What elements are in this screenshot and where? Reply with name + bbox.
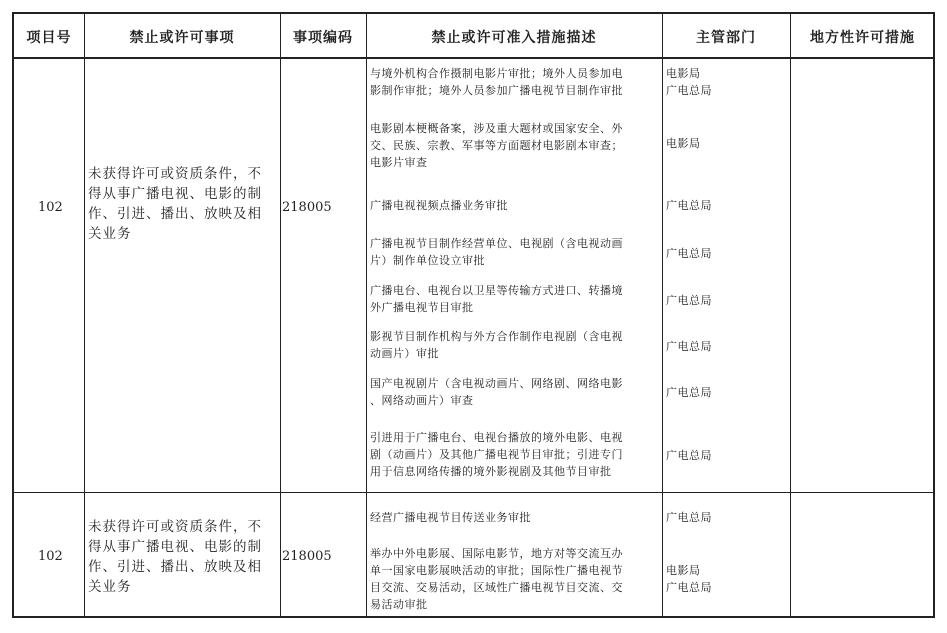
measure-department: 广电总局 [666, 449, 712, 462]
column-divider [790, 14, 791, 616]
measure-department: 电影局 [666, 137, 701, 150]
measure-department: 广电总局 [666, 294, 712, 307]
header-id: 项目号 [26, 30, 72, 46]
measure-description: 与境外机构合作摄制电影片审批；境外人员参加电 影制作审批；境外人员参加广播电视节目制作审批 [370, 67, 623, 97]
measure-department: 广电总局 [666, 511, 712, 524]
measure-department: 广电总局 [666, 340, 712, 353]
measure-description: 电影剧本梗概备案，涉及重大题材或国家安全、外 交、民族、宗教、军事等方面题材电影剧本审查； 电影片审查 [370, 122, 623, 169]
header-description: 禁止或许可准入措施描述 [431, 30, 597, 46]
measure-description: 经营广播电视节目传送业务审批 [370, 511, 531, 524]
header-department: 主管部门 [696, 30, 756, 46]
row-code: 218005 [282, 200, 332, 215]
measure-description: 引进用于广播电台、电视台播放的境外电影、电视 剧（动画片）及其他广播电视节目审批；引进专门 用于信息网络传播的境外影视剧及其他节目审批 [370, 431, 623, 478]
row-item: 未获得许可或资质条件，不 得从事广播电视、电影的制 作、引进、播出、放映及相 关业务 [88, 166, 262, 242]
column-divider [84, 14, 85, 616]
row-id: 102 [38, 549, 63, 564]
header-local-measures: 地方性许可措施 [810, 30, 915, 46]
measure-department: 电影局 广电总局 [666, 67, 712, 97]
regulation-table [12, 12, 935, 618]
measure-department: 广电总局 [666, 199, 712, 212]
header-code: 事项编码 [293, 30, 353, 46]
column-divider [366, 14, 367, 616]
measure-description: 国产电视剧片（含电视动画片、网络剧、网络电影 、网络动画片）审查 [370, 377, 623, 407]
header-bottom-rule [14, 57, 933, 59]
column-divider [662, 14, 663, 616]
measure-description: 影视节目制作机构与外方合作制作电视剧（含电视 动画片）审批 [370, 330, 623, 360]
measure-description: 广播电台、电视台以卫星等传输方式进口、转播境 外广播电视节目审批 [370, 284, 623, 314]
measure-description: 举办中外电影展、国际电影节，地方对等交流互办 单一国家电影展映活动的审批；国际性广播电视节 目交流、交易活动，区域性广播电视节目交流、交 易活动审批 [370, 547, 623, 611]
row-divider [14, 492, 933, 493]
measure-description: 广播电视节目制作经营单位、电视剧（含电视动画 片）制作单位设立审批 [370, 237, 623, 267]
measure-department: 广电总局 [666, 386, 712, 399]
row-item: 未获得许可或资质条件，不 得从事广播电视、电影的制 作、引进、播出、放映及相 关业务 [88, 519, 262, 595]
measure-department: 广电总局 [666, 247, 712, 260]
column-divider [280, 14, 281, 616]
header-item: 禁止或许可事项 [129, 30, 235, 46]
row-id: 102 [38, 200, 63, 215]
measure-description: 广播电视视频点播业务审批 [370, 199, 508, 212]
row-code: 218005 [282, 549, 332, 564]
measure-department: 电影局 广电总局 [666, 564, 712, 594]
